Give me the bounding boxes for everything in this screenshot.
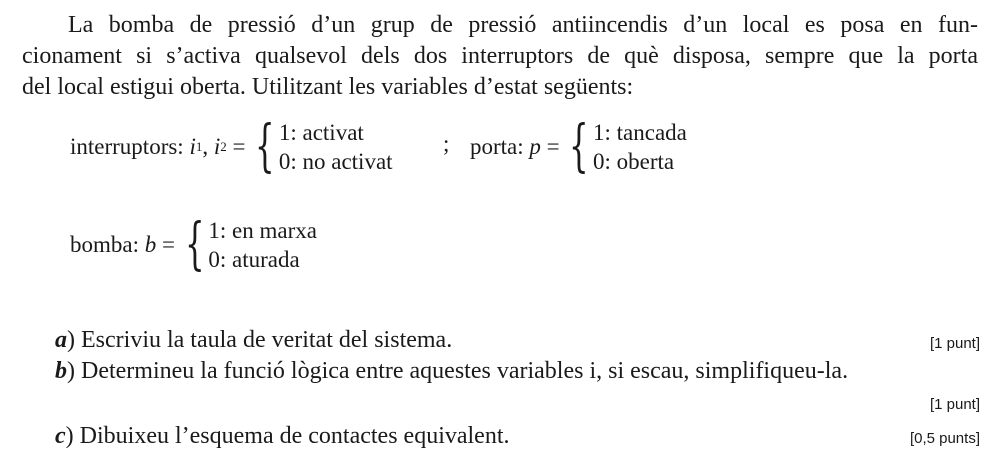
- pump-definition: [70, 212, 317, 277]
- door-brace: {: [569, 114, 590, 179]
- statement-line-2: cionament si s’activa qualsevol dels dos interruptors de què disposa, sempre que la porta: [22, 43, 978, 69]
- switch-sub-2: 2: [220, 139, 227, 154]
- pump-cases: [208, 216, 317, 274]
- switch-var-1: i: [189, 134, 196, 159]
- door-equals: =: [546, 134, 560, 159]
- question-c: c) Dibuixeu l’esquema de contactes equivalent.: [55, 423, 510, 449]
- door-label: porta:: [470, 134, 524, 159]
- switches-label: interruptors:: [70, 134, 184, 159]
- switches-equals: =: [232, 134, 246, 159]
- door-case-0: 0: oberta: [593, 149, 675, 174]
- pump-equals: =: [162, 232, 175, 257]
- question-c-letter: c: [55, 423, 66, 449]
- door-var: p: [529, 134, 541, 159]
- door-cases: [593, 118, 687, 176]
- semicolon: ;: [443, 131, 450, 156]
- switch-var-2: i: [213, 134, 221, 159]
- door-case-1: 1: tancada: [593, 120, 687, 145]
- statement-line-3: del local estigui oberta. Utilitzant les variables d’estat següents:: [22, 74, 634, 100]
- pump-case-1: 1: en marxa: [208, 218, 317, 243]
- pump-case-0: 0: aturada: [208, 247, 300, 272]
- definition-separator: [443, 131, 449, 157]
- switch-sub-1: 1: [195, 139, 203, 154]
- switches-definition: [70, 114, 393, 179]
- problem-statement: [22, 10, 978, 103]
- question-b-text: Determineu la funció lògica entre aquestes variables i, si escau, simplifiqueu-la.: [81, 358, 849, 384]
- question-a-points: [1 punt]: [929, 335, 980, 352]
- pump-brace: {: [184, 212, 205, 277]
- pump-var: b: [144, 232, 157, 257]
- question-c-points: [0,5 punts]: [909, 430, 980, 447]
- question-a-text: Escriviu la taula de veritat del sistema.: [81, 327, 453, 353]
- switches-brace: {: [255, 114, 275, 179]
- question-b-points: [1 punt]: [929, 396, 980, 413]
- question-b: b) Determineu la funció lògica entre aquestes variables i, si escau, simplifiqueu-la.: [55, 358, 849, 384]
- switches-case-0: 0: no activat: [278, 149, 393, 174]
- statement-line-1: La bomba de pressió d’un grup de pressió antiincendis d’un local es posa en fun-: [68, 12, 978, 38]
- question-a: a) Escriviu la taula de veritat del sistema.: [55, 327, 453, 353]
- switches-cases: [279, 118, 393, 176]
- question-b-letter: b: [55, 358, 67, 384]
- door-definition: [470, 114, 687, 179]
- pump-label: bomba:: [70, 232, 139, 257]
- question-a-letter: a: [55, 327, 67, 353]
- switches-case-1: 1: activat: [278, 120, 364, 145]
- question-c-text: Dibuixeu l’esquema de contactes equivalent.: [79, 423, 510, 449]
- switch-separator: ,: [202, 134, 209, 159]
